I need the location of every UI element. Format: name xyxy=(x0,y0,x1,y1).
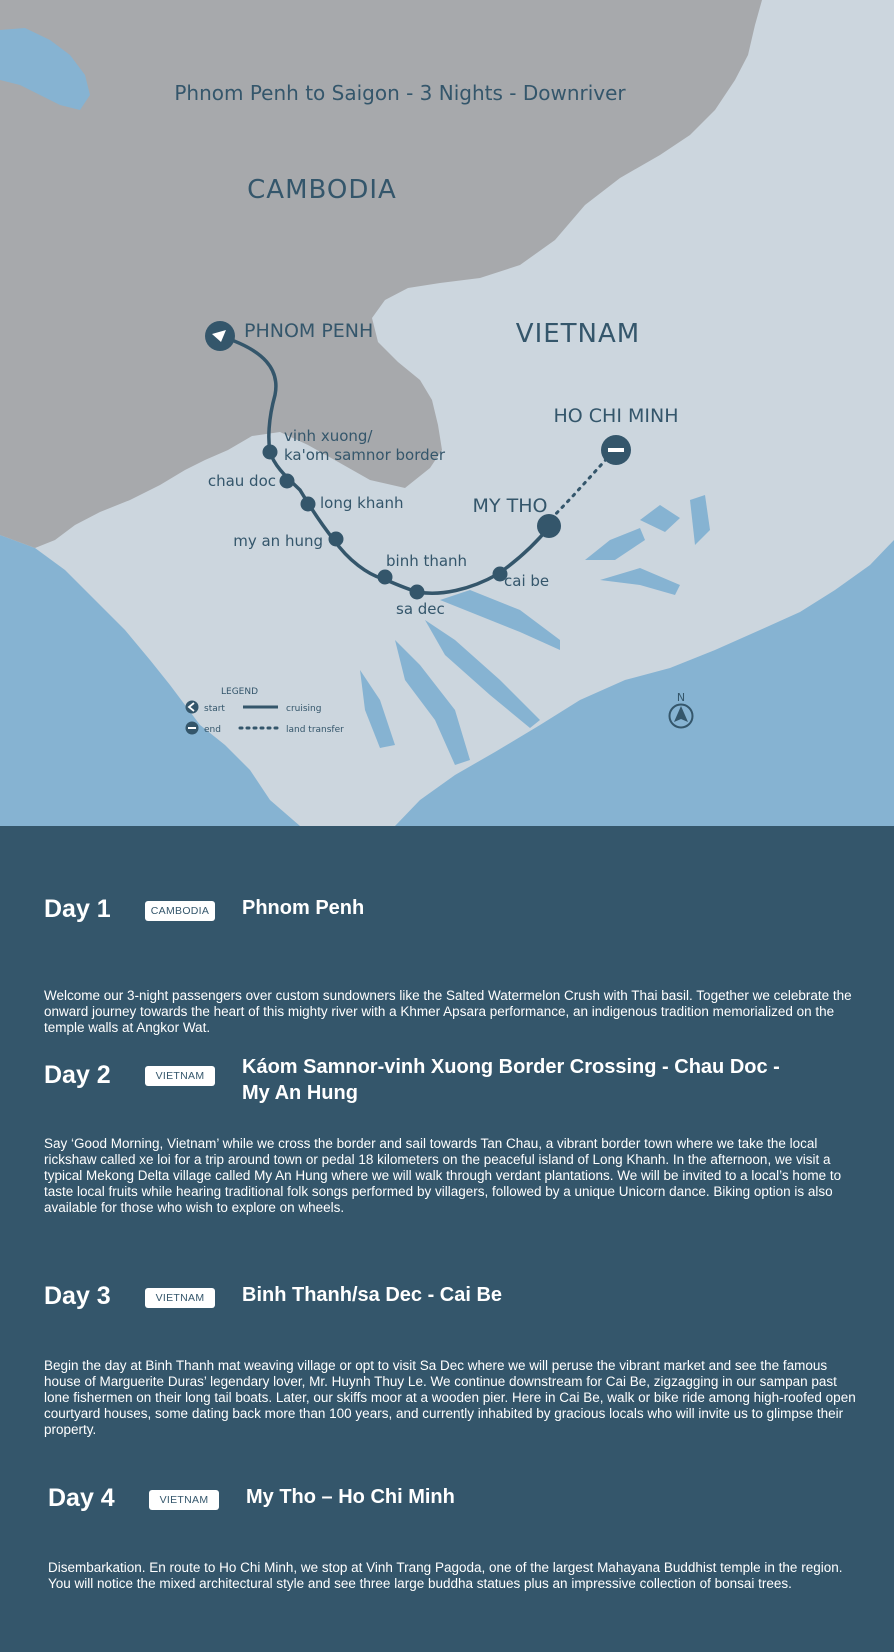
day-label: Day 1 xyxy=(44,895,111,923)
stop-label-long-khanh: long khanh xyxy=(320,494,404,512)
legend-cruising-label: cruising xyxy=(286,704,322,714)
compass-label: N xyxy=(676,691,686,704)
legend-start-label: start xyxy=(204,704,225,714)
end-marker xyxy=(601,435,631,465)
stop-label-chau-doc: chau doc xyxy=(207,472,276,490)
city-label-my-tho: MY THO xyxy=(472,495,548,517)
stop-marker-sa-dec xyxy=(410,585,425,600)
stop-marker-long-khanh xyxy=(301,497,316,512)
day-description: Say ‘Good Morning, Vietnam’ while we cross the border and sail towards Tan Chau, a vibrant border town where we take the local rickshaw called xe loi for a trip around town or pedal 18 kilometers on the peaceful island of Long Khanh. In the afternoon, we visit a typical Mekong Delta village called My An Hung where we will walk through verdant plantations. We will be invited to a local’s home to taste local fruits while hearing traditional folk songs performed by villagers, followed by a unique Unicorn dance. Biking option is also available for those who wish to explore on wheels. xyxy=(44,1136,842,1215)
stop-label-my-an-hung: my an hung xyxy=(233,532,323,550)
start-marker xyxy=(205,321,235,351)
map-title: Phnom Penh to Saigon - 3 Nights - Downriver xyxy=(174,81,626,105)
itinerary xyxy=(0,826,894,1652)
day-3 xyxy=(44,1282,864,1438)
stop-marker-my-an-hung xyxy=(329,532,344,547)
day-description: Begin the day at Binh Thanh mat weaving village or opt to visit Sa Dec where we will peruse the vibrant market and see the famous house of Marguerite Duras’ legendary lover, Mr. Huynh Thuy Le. We continue downstream for Cai Be, zigzagging in our sampan past lone fishermen on their long tail boats. Later, our skiffs moor at a wooden pier. Here in Cai Be, walk or bike ride among high-roofed open courtyard houses, some dating back more than 100 years, and currently inhabited by gracious locals who will invite us to glimpse their property. xyxy=(44,1358,856,1437)
legend-land-transfer-label: land transfer xyxy=(286,725,344,735)
legend-title: LEGEND xyxy=(221,687,259,697)
stop-label-kaom-samnor: ka'om samnor border xyxy=(284,446,446,464)
country-badge: VIETNAM xyxy=(149,1490,219,1510)
day-place: Káom Samnor-vinh Xuong Border Crossing - Chau Doc - My An Hung xyxy=(242,1056,780,1104)
stop-marker-binh-thanh xyxy=(378,570,393,585)
day-place: Phnom Penh xyxy=(242,897,365,919)
day-4 xyxy=(48,1484,868,1592)
stop-label-vinh-xuong: vinh xuong/ xyxy=(284,427,373,445)
day-label: Day 2 xyxy=(44,1061,111,1089)
day-2 xyxy=(44,1054,864,1216)
city-label-ho-chi-minh: HO CHI MINH xyxy=(553,405,679,427)
country-badge: VIETNAM xyxy=(145,1288,215,1308)
day-label: Day 4 xyxy=(48,1484,115,1512)
day-1 xyxy=(44,895,864,1036)
country-badge: CAMBODIA xyxy=(145,901,215,921)
day-place: My Tho – Ho Chi Minh xyxy=(246,1486,455,1508)
day-place: Binh Thanh/sa Dec - Cai Be xyxy=(242,1284,503,1306)
stop-label-binh-thanh: binh thanh xyxy=(386,552,468,570)
country-label-cambodia: CAMBODIA xyxy=(247,175,397,205)
legend-end-label: end xyxy=(204,725,221,735)
stop-label-cai-be: cai be xyxy=(504,572,550,590)
country-badge: VIETNAM xyxy=(145,1066,215,1086)
legend-start-icon xyxy=(186,701,199,714)
stop-marker-vinh-xuong xyxy=(263,445,278,460)
stop-marker-chau-doc xyxy=(280,474,295,489)
day-label: Day 3 xyxy=(44,1282,111,1310)
country-label-vietnam: VIETNAM xyxy=(515,319,641,349)
day-description: Welcome our 3-night passengers over custom sundowners like the Salted Watermelon Crush with Thai basil. Together we celebrate the onward journey towards the heart of this mighty river with a Khmer Apsara performance, an indigenous tradition memorialized on the temple walls at Angkor Wat. xyxy=(44,988,852,1035)
city-label-phnom-penh: PHNOM PENH xyxy=(244,320,374,342)
day-description: Disembarkation. En route to Ho Chi Minh, we stop at Vinh Trang Pagoda, one of the largest Mahayana Buddhist temple in the region. You will notice the mixed architectural style and see three large buddha statues plus an impressive collection of bonsai trees. xyxy=(48,1560,843,1591)
stop-marker-my-tho xyxy=(537,514,561,538)
stop-label-sa-dec: sa dec xyxy=(396,600,445,618)
